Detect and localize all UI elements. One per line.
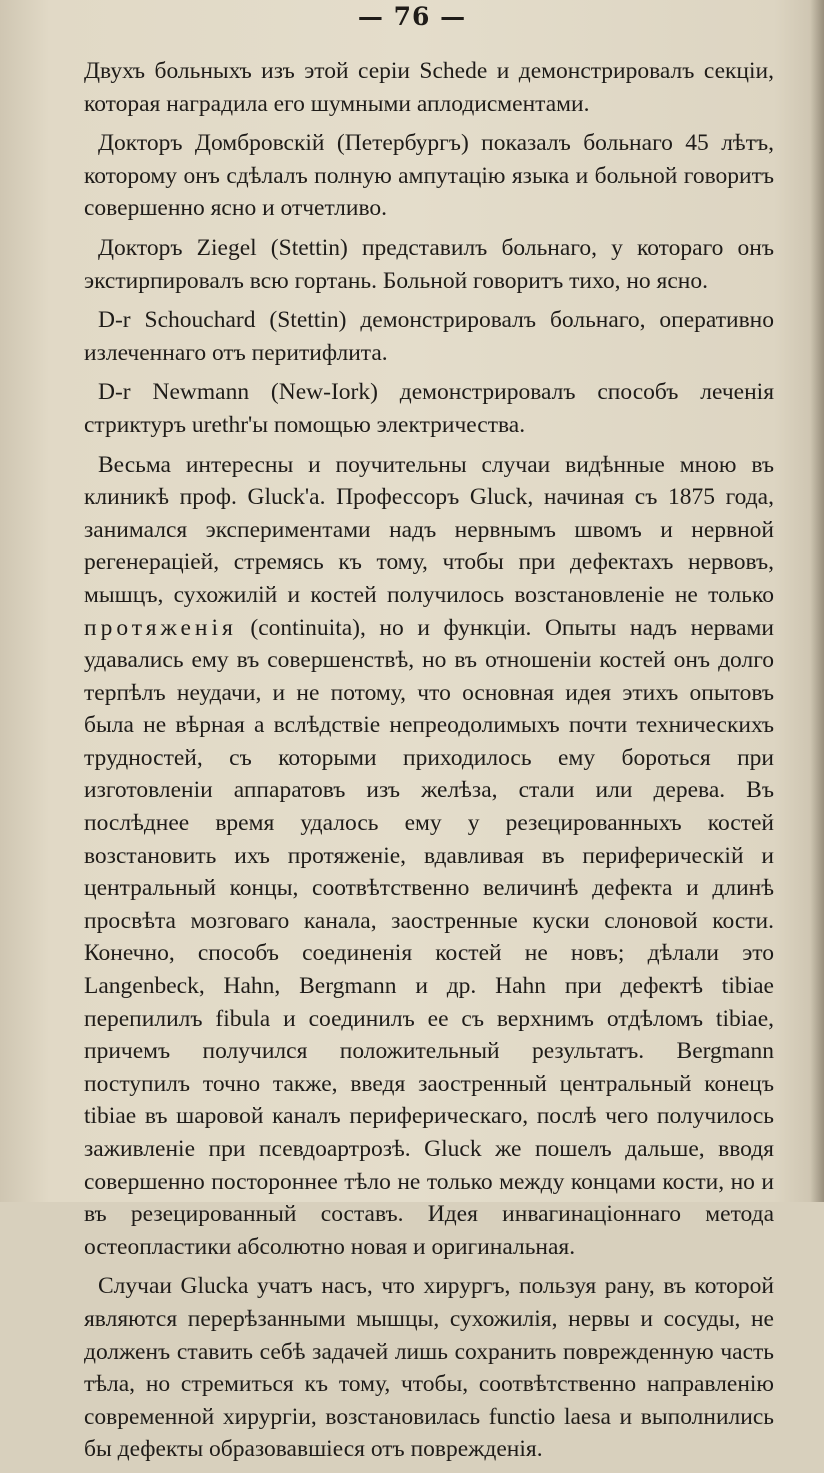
paragraph-gluck-clinic [84, 449, 774, 1264]
paragraph-gluck-clinic-start: Весьма интересны и поучительны случаи видѣнные мною въ клиникѣ проф. Gluck'a. Профессоръ Gluck, начиная съ 1875 года, занимался экспериментами надъ нервнымъ швомъ и нервной регенераціей, стремясь къ тому, чтобы при дефектахъ нервовъ, мышцъ, сухожилій и костей получилось возстановленіе не только [84, 451, 774, 608]
paragraph-schede: Двухъ больныхъ изъ этой серіи Schede и демонстрировалъ секціи, которая наградила его шумными аплодисментами. [84, 58, 774, 117]
paragraph-schouchard: D-r Schouchard (Stettin) демонстрировалъ больнаго, оперативно излеченнаго отъ перитифлита. [84, 307, 774, 366]
paragraph-dombrovsky: Докторъ Домбровскій (Петербургъ) показалъ больнаго 45 лѣтъ, которому онъ сдѣлалъ полную ампутацію языка и больной говоритъ совершенно ясно и отчетливо. [84, 130, 774, 222]
page-number: — 76 — [357, 2, 467, 31]
spaced-emphasis-word: протяженія [84, 614, 237, 641]
paragraph-gluck-clinic-rest: (continuita), но и функціи. Опыты надъ нервами удавались ему въ совершенствѣ, но въ отношеніи костей онъ долго терпѣлъ неудачи, и не потому, что основная идея этихъ опытовъ была не вѣрная а вслѣдствіе непреодолимыхъ почти техническихъ трудностей, съ которыми приходилось ему бороться при изготовленіи аппаратовъ изъ желѣза, стали или дерева. Въ послѣднее время удалось ему у резецированныхъ костей возстановить ихъ протяженіе, вдавливая въ периферическій и центральный концы, соотвѣтственно величинѣ дефекта и длинѣ просвѣта мозговаго канала, заостренные куски слоновой кости. Конечно, способъ соединенія костей не новъ; дѣлали это Langenbeck, Hahn, Bergmann и др. Hahn при дефектѣ tibiae перепилилъ fibula и соединилъ ее съ верхнимъ отдѣломъ tibiae, причемъ получился положительный результатъ. Bergmann поступилъ точно также, введя заостренный центральный конецъ tibiae въ шаровой каналъ периферическаго, послѣ чего получилось заживленіе при псевдоартрозѣ. Gluck же пошелъ дальше, вводя совершенно постороннее тѣло не только между концами кости, но и въ резецированный составъ. Идея инвагинаціоннаго метода остеопластики абсолютно новая и оригинальная. [84, 614, 774, 1260]
paragraph-ziegel: Докторъ Ziegel (Stettin) представилъ больнаго, у котораго онъ экстирпировалъ всю гортань. Больной говоритъ тихо, но ясно. [84, 234, 774, 294]
page-edge-shadow [810, 0, 824, 1202]
page-text-body [84, 55, 774, 1473]
paragraph-newmann: D-r Newmann (New-Iork) демонстрировалъ способъ леченія стриктуръ urethr'ы помощью электричества. [84, 379, 774, 438]
paragraph-gluck-cases: Случаи Glucka учатъ насъ, что хирургъ, пользуя рану, въ которой являются перерѣзанными мышцы, сухожилія, нервы и сосуды, не долженъ ставить себѣ задачей лишь сохранить поврежденную часть тѣла, но стремиться къ тому, чтобы, соотвѣтственно направленію современной хирургіи, возстановилась functio laesa и выполнились бы дефекты образовавшіеся отъ поврежденія. [84, 1273, 774, 1463]
